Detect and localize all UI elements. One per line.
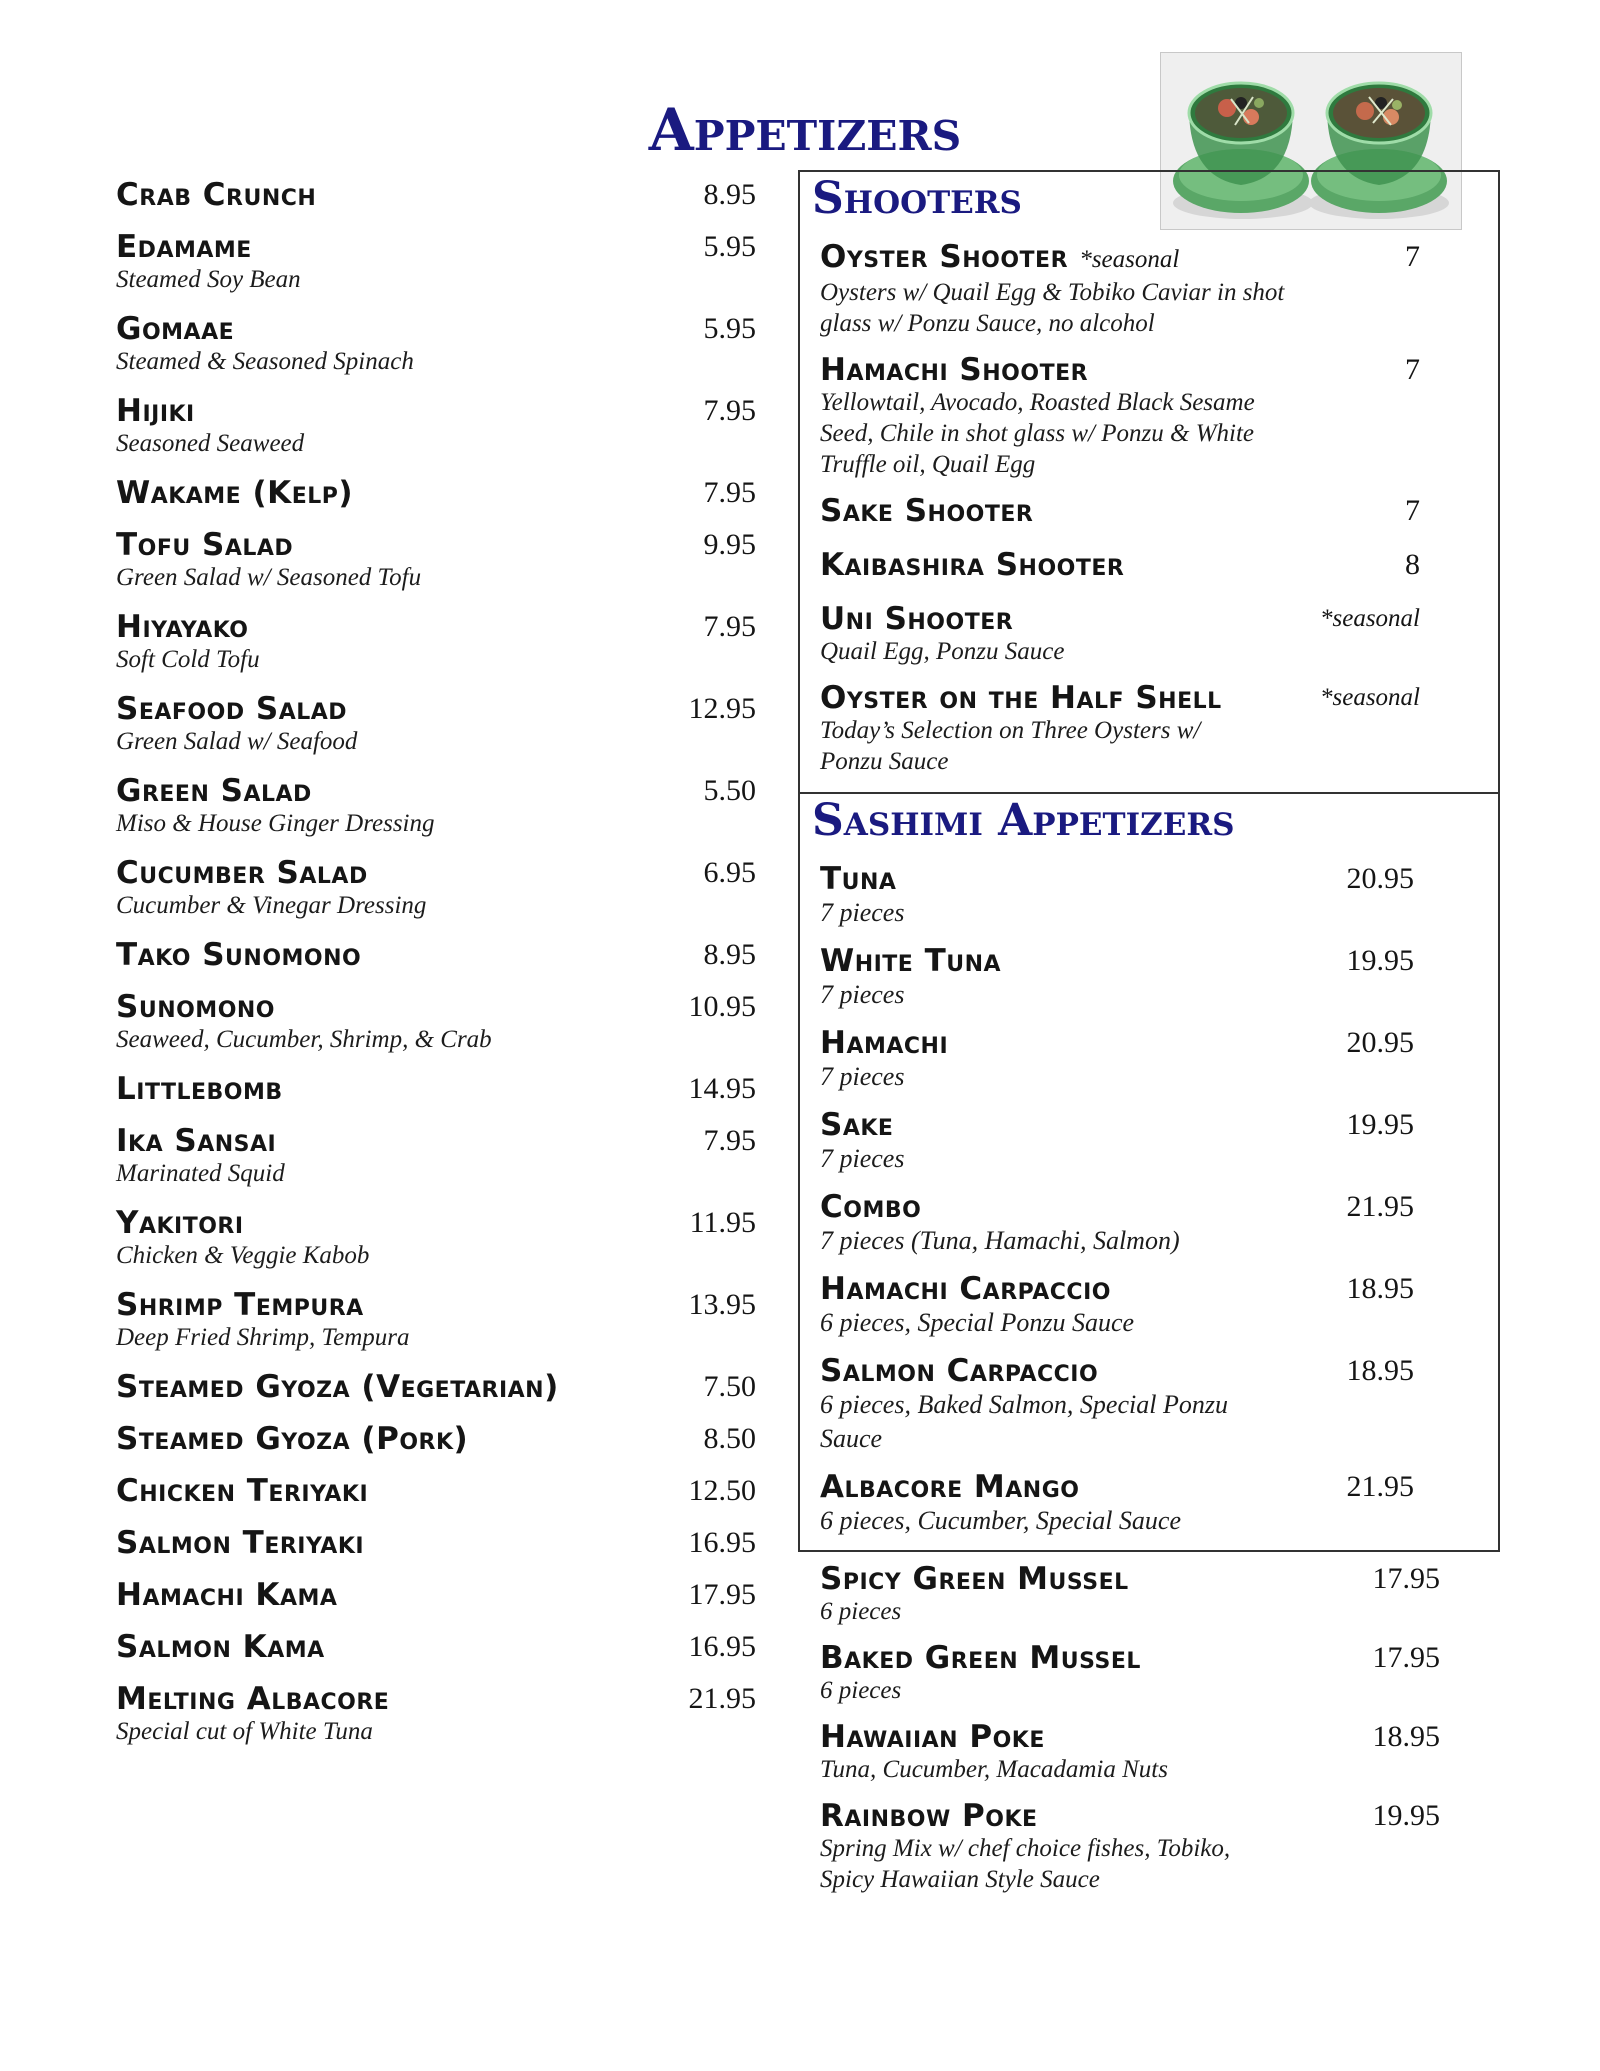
menu-item-oyster-half-shell [820,681,1420,777]
item-description: Today’s Selection on Three Oysters w/ Ponzu Sauce [820,717,1201,775]
item-price: 8.95 [703,178,756,211]
item-description: 6 pieces [820,1598,902,1625]
item-price: 20.95 [1346,862,1414,895]
item-name: Spicy Green Mussel [820,1561,1129,1597]
item-description: 7 pieces [820,1144,905,1173]
item-name: Edamame [116,229,252,265]
item-description: Steamed Soy Bean [116,266,301,293]
item-name: Tako Sunomono [116,937,362,973]
item-description: Seasoned Seaweed [116,430,305,457]
item-name: Hamachi Carpaccio [820,1271,1111,1307]
item-description: 7 pieces [820,1062,905,1091]
item-name: Kaibashira Shooter [820,547,1125,583]
item-price: 7 [1405,353,1420,386]
menu-item-hamachi-carpaccio [820,1272,1420,1340]
item-price: 7.95 [703,610,756,643]
menu-item-combo [820,1190,1420,1258]
item-price: 8 [1405,548,1420,581]
item-price: 17.95 [688,1578,756,1611]
item-description: 6 pieces [820,1677,902,1704]
item-price: 19.95 [1346,944,1414,977]
menu-item-tuna [820,862,1420,930]
menu-item-cucumber-salad [116,856,756,938]
menu-item-green-salad [116,774,756,856]
menu-item-steamed-gyoza-vegetarian [116,1370,756,1422]
menu-item-rainbow-poke [820,1799,1440,1895]
item-name: Combo [820,1189,922,1225]
item-name: Hamachi Kama [116,1577,338,1613]
item-description: Miso & House Ginger Dressing [116,810,435,837]
item-description: Spring Mix w/ chef choice fishes, Tobiko, Spicy Hawaiian Style Sauce [820,1835,1231,1893]
item-name: Yakitori [116,1205,244,1241]
item-price: 21.95 [1346,1190,1414,1223]
item-name: Hamachi Shooter [820,352,1089,388]
item-price: 21.95 [688,1682,756,1715]
menu-item-tofu-salad [116,528,756,610]
page-title: Appetizers [648,96,962,164]
menu-item-edamame [116,230,756,312]
item-price: 10.95 [688,990,756,1023]
menu-item-hiyayako [116,610,756,692]
item-description: Special cut of White Tuna [116,1718,373,1745]
item-name: Rainbow Poke [820,1798,1038,1834]
item-name: Tuna [820,861,897,897]
item-name: Albacore Mango [820,1469,1080,1505]
item-price: 7.95 [703,394,756,427]
menu-item-crab-crunch [116,178,756,230]
menu-item-hamachi [820,1026,1420,1094]
item-price: 8.50 [703,1422,756,1455]
menu-item-hijiki [116,394,756,476]
item-price: 5.50 [703,774,756,807]
menu-item-littlebomb [116,1072,756,1124]
menu-item-sake-shooter [820,494,1420,528]
item-description: 6 pieces, Special Ponzu Sauce [820,1308,1135,1337]
item-price: 17.95 [1372,1562,1440,1595]
item-price: 5.95 [703,230,756,263]
seasonal-note: *seasonal [1320,684,1420,711]
menu-item-hamachi-shooter [820,353,1420,480]
item-name: Hiyayako [116,609,249,645]
item-name: Sake [820,1107,894,1143]
item-name: Crab Crunch [116,177,317,213]
item-description: 7 pieces (Tuna, Hamachi, Salmon) [820,1226,1180,1255]
item-name [820,240,1290,277]
item-name: Salmon Teriyaki [116,1525,365,1561]
item-name: Gomaae [116,311,235,347]
item-name-text: Oyster Shooter [820,239,1069,275]
item-name: Green Salad [116,773,312,809]
item-price: 18.95 [1372,1720,1440,1753]
menu-item-salmon-teriyaki [116,1526,756,1578]
item-description: Chicken & Veggie Kabob [116,1242,370,1269]
item-price: 18.95 [1346,1272,1414,1305]
item-price: 7.95 [703,476,756,509]
item-price: 13.95 [688,1288,756,1321]
menu-item-oyster-shooter [820,240,1420,339]
item-price: 14.95 [688,1072,756,1105]
item-price: 12.50 [688,1474,756,1507]
item-price: 19.95 [1346,1108,1414,1141]
item-price: 17.95 [1372,1641,1440,1674]
item-price: 5.95 [703,312,756,345]
item-description: Marinated Squid [116,1160,285,1187]
item-name: Steamed Gyoza (Vegetarian) [116,1369,559,1405]
item-price: 21.95 [1346,1470,1414,1503]
item-description: Cucumber & Vinegar Dressing [116,892,427,919]
menu-item-hawaiian-poke [820,1720,1440,1785]
item-name: Salmon Kama [116,1629,325,1665]
item-description: Green Salad w/ Seafood [116,728,358,755]
item-price: 7.50 [703,1370,756,1403]
seasonal-note: *seasonal [1320,605,1420,632]
item-price: 7 [1405,494,1420,527]
menu-item-ika-sansai [116,1124,756,1206]
item-name: Chicken Teriyaki [116,1473,369,1509]
menu-item-sunomono [116,990,756,1072]
menu-item-gomaae [116,312,756,394]
item-name: Melting Albacore [116,1681,390,1717]
menu-item-spicy-green-mussel [820,1562,1440,1627]
menu-item-salmon-kama [116,1630,756,1682]
extra-appetizer-list [820,1562,1440,1909]
item-name: Littlebomb [116,1071,283,1107]
menu-item-tako-sunomono [116,938,756,990]
item-price: 16.95 [688,1526,756,1559]
item-name: Oyster on the Half Shell [820,680,1222,716]
menu-item-seafood-salad [116,692,756,774]
item-description: 7 pieces [820,980,905,1009]
item-name: Baked Green Mussel [820,1640,1141,1676]
item-price: 16.95 [688,1630,756,1663]
sashimi-list [820,862,1420,1552]
menu-item-hamachi-kama [116,1578,756,1630]
item-name: Sake Shooter [820,493,1034,529]
item-name: Cucumber Salad [116,855,368,891]
item-description: Quail Egg, Ponzu Sauce [820,638,1065,665]
item-price: 7.95 [703,1124,756,1157]
item-name: Wakame (Kelp) [116,475,354,511]
item-price: 8.95 [703,938,756,971]
item-description: Yellowtail, Avocado, Roasted Black Sesame Seed, Chile in shot glass w/ Ponzu & White Truffle oil, Quail Egg [820,389,1255,478]
item-name: Shrimp Tempura [116,1287,364,1323]
sashimi-heading: Sashimi Appetizers [812,795,1235,846]
item-description: 6 pieces, Baked Salmon, Special Ponzu Sauce [820,1390,1228,1453]
item-price: 11.95 [689,1206,756,1239]
menu-item-salmon-carpaccio [820,1354,1420,1456]
menu-item-albacore-mango [820,1470,1420,1538]
item-description: Seaweed, Cucumber, Shrimp, & Crab [116,1026,492,1053]
item-description: Deep Fried Shrimp, Tempura [116,1324,410,1351]
item-price: 7 [1405,240,1420,273]
item-description: Green Salad w/ Seasoned Tofu [116,564,422,591]
menu-item-white-tuna [820,944,1420,1012]
item-description: 6 pieces, Cucumber, Special Sauce [820,1506,1182,1535]
menu-item-steamed-gyoza-pork [116,1422,756,1474]
item-price: 19.95 [1372,1799,1440,1832]
menu-item-melting-albacore [116,1682,756,1764]
item-name: Seafood Salad [116,691,348,727]
item-name: Hamachi [820,1025,949,1061]
item-price: 6.95 [703,856,756,889]
menu-item-uni-shooter [820,602,1420,667]
item-price: 9.95 [703,528,756,561]
item-description: Oysters w/ Quail Egg & Tobiko Caviar in shot glass w/ Ponzu Sauce, no alcohol [820,279,1285,337]
item-description: Steamed & Seasoned Spinach [116,348,414,375]
menu-item-chicken-teriyaki [116,1474,756,1526]
item-name: Salmon Carpaccio [820,1353,1099,1389]
item-description: Soft Cold Tofu [116,646,260,673]
seasonal-note: *seasonal [1079,246,1180,273]
shooters-heading: Shooters [812,173,1022,224]
item-name: Ika Sansai [116,1123,277,1159]
menu-item-baked-green-mussel [820,1641,1440,1706]
item-name: Uni Shooter [820,601,1014,637]
item-description: 7 pieces [820,898,905,927]
menu-item-kaibashira-shooter [820,548,1420,582]
item-name: Hijiki [116,393,195,429]
item-name: Steamed Gyoza (Pork) [116,1421,469,1457]
menu-item-wakame [116,476,756,528]
item-price: 18.95 [1346,1354,1414,1387]
item-price: 20.95 [1346,1026,1414,1059]
menu-item-shrimp-tempura [116,1288,756,1370]
item-price: 12.95 [688,692,756,725]
appetizer-list [116,178,756,1764]
shooters-list [820,240,1420,791]
item-name: Tofu Salad [116,527,294,563]
item-name: Hawaiian Poke [820,1719,1045,1755]
menu-item-sake [820,1108,1420,1176]
menu-item-yakitori [116,1206,756,1288]
item-description: Tuna, Cucumber, Macadamia Nuts [820,1756,1168,1783]
item-name: Sunomono [116,989,276,1025]
item-name: White Tuna [820,943,1002,979]
